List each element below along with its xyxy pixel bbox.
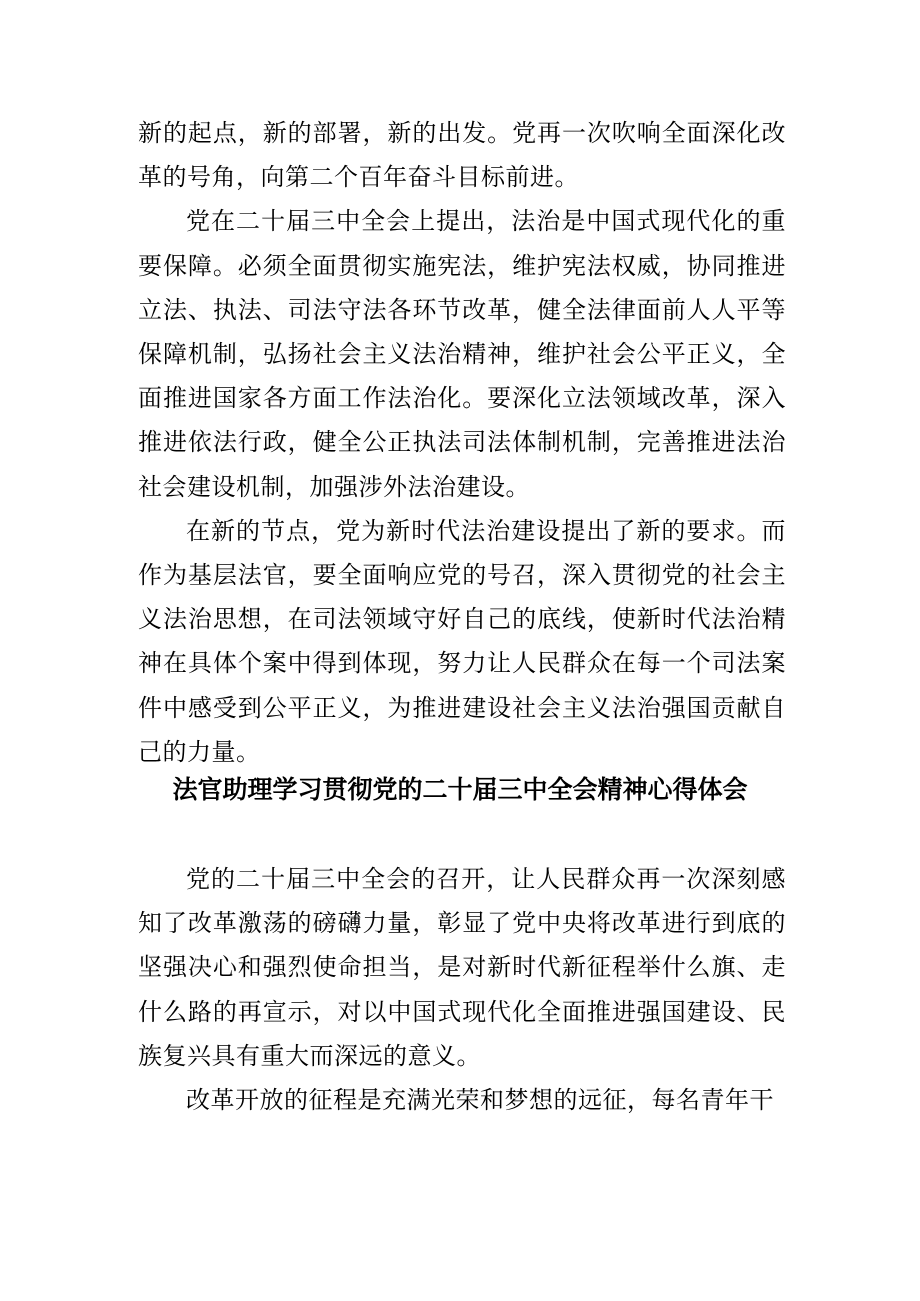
section-title: 法官助理学习贯彻党的二十届三中全会精神心得体会	[172, 775, 748, 804]
body-text-section-2	[138, 857, 786, 1122]
paragraph-2: 党在二十届三中全会上提出，法治是中国式现代化的重要保障。必须全面贯彻实施宪法，维护宪法权威，协同推进立法、执法、司法守法各环节改革，健全法律面前人人平等保障机制，弘扬社会主义法治精神，维护社会公平正义，全面推进国家各方面工作法治化。要深化立法领域改革，深入推进依法行政，健全公正执法司法体制机制，完善推进法治社会建设机制，加强涉外法治建设。	[138, 207, 786, 501]
paragraph-4: 党的二十届三中全会的召开，让人民群众再一次深刻感知了改革激荡的磅礴力量，彰显了党中央将改革进行到底的坚强决心和强烈使命担当，是对新时代新征程举什么旗、走什么路的再宣示，对以中国式现代化全面推进强国建设、民族复兴具有重大而深远的意义。	[138, 865, 786, 1070]
paragraph-3: 在新的节点，党为新时代法治建设提出了新的要求。而作为基层法官，要全面响应党的号召，深入贯彻党的社会主义法治思想，在司法领域守好自己的底线，使新时代法治精神在具体个案中得到体现，努力让人民群众在每一个司法案件中感受到公平正义，为推进建设社会主义法治强国贡献自己的力量。	[138, 516, 786, 766]
body-text-section-1	[138, 111, 786, 774]
paragraph-1: 新的起点，新的部署，新的出发。党再一次吹响全面深化改革的号角，向第二个百年奋斗目标前进。	[138, 119, 786, 192]
paragraph-5: 改革开放的征程是充满光荣和梦想的远征，每名青年干	[186, 1086, 774, 1115]
